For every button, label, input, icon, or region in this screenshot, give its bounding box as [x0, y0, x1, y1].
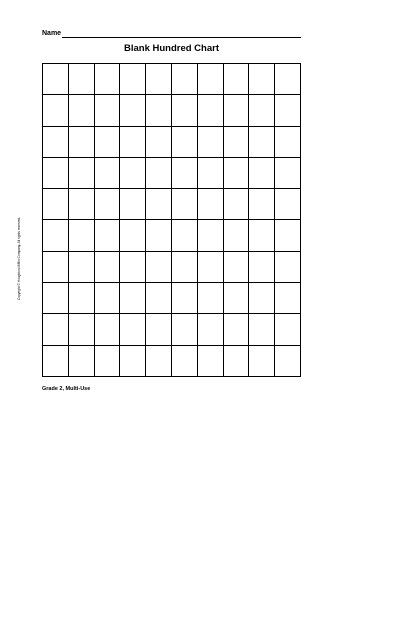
grid-cell[interactable]	[275, 283, 301, 314]
grid-cell[interactable]	[172, 158, 198, 189]
grid-cell[interactable]	[146, 283, 172, 314]
grid-cell[interactable]	[95, 158, 121, 189]
grid-cell[interactable]	[249, 127, 275, 158]
grid-cell[interactable]	[198, 252, 224, 283]
grid-cell[interactable]	[120, 314, 146, 345]
grid-cell[interactable]	[198, 314, 224, 345]
grid-cell[interactable]	[275, 189, 301, 220]
grid-cell[interactable]	[172, 127, 198, 158]
grid-cell[interactable]	[249, 158, 275, 189]
hundred-chart-grid	[42, 63, 301, 377]
grid-cell[interactable]	[69, 95, 95, 126]
grid-cell[interactable]	[224, 220, 250, 251]
grid-cell[interactable]	[69, 127, 95, 158]
grid-cell[interactable]	[198, 158, 224, 189]
grid-cell[interactable]	[69, 283, 95, 314]
grid-cell[interactable]	[43, 189, 69, 220]
grid-cell[interactable]	[172, 346, 198, 377]
grid-cell[interactable]	[198, 220, 224, 251]
grid-cell[interactable]	[249, 220, 275, 251]
grid-cell[interactable]	[95, 314, 121, 345]
grid-cell[interactable]	[249, 95, 275, 126]
grid-cell[interactable]	[95, 220, 121, 251]
grid-cell[interactable]	[43, 64, 69, 95]
grid-cell[interactable]	[275, 346, 301, 377]
grid-cell[interactable]	[95, 346, 121, 377]
grade-footer: Grade 2, Multi-Use	[42, 386, 91, 392]
grid-cell[interactable]	[249, 314, 275, 345]
grid-cell[interactable]	[198, 95, 224, 126]
grid-cell[interactable]	[224, 346, 250, 377]
name-line[interactable]	[62, 30, 301, 38]
grid-cell[interactable]	[146, 127, 172, 158]
grid-cell[interactable]	[249, 283, 275, 314]
grid-cell[interactable]	[120, 95, 146, 126]
grid-cell[interactable]	[120, 283, 146, 314]
grid-cell[interactable]	[224, 158, 250, 189]
name-field	[42, 28, 301, 38]
grid-cell[interactable]	[172, 252, 198, 283]
grid-cell[interactable]	[43, 314, 69, 345]
grid-cell[interactable]	[69, 220, 95, 251]
grid-cell[interactable]	[172, 95, 198, 126]
grid-cell[interactable]	[198, 64, 224, 95]
grid-cell[interactable]	[172, 314, 198, 345]
grid-cell[interactable]	[120, 64, 146, 95]
grid-cell[interactable]	[275, 158, 301, 189]
grid-cell[interactable]	[224, 189, 250, 220]
grid-cell[interactable]	[95, 283, 121, 314]
grid-cell[interactable]	[95, 64, 121, 95]
grid-cell[interactable]	[120, 252, 146, 283]
page-title: Blank Hundred Chart	[123, 43, 219, 54]
grid-cell[interactable]	[224, 95, 250, 126]
grid-cell[interactable]	[95, 95, 121, 126]
grid-cell[interactable]	[146, 158, 172, 189]
grid-cell[interactable]	[198, 283, 224, 314]
grid-cell[interactable]	[224, 127, 250, 158]
name-label: Name	[42, 30, 62, 37]
grid-cell[interactable]	[275, 252, 301, 283]
grid-cell[interactable]	[43, 127, 69, 158]
grid-cell[interactable]	[172, 283, 198, 314]
grid-cell[interactable]	[95, 189, 121, 220]
grid-cell[interactable]	[43, 95, 69, 126]
grid-cell[interactable]	[43, 283, 69, 314]
grid-cell[interactable]	[198, 127, 224, 158]
grid-cell[interactable]	[224, 283, 250, 314]
grid-cell[interactable]	[120, 127, 146, 158]
grid-cell[interactable]	[275, 127, 301, 158]
grid-cell[interactable]	[120, 346, 146, 377]
grid-cell[interactable]	[120, 220, 146, 251]
grid-cell[interactable]	[69, 346, 95, 377]
grid-cell[interactable]	[172, 189, 198, 220]
grid-cell[interactable]	[249, 64, 275, 95]
grid-cell[interactable]	[198, 189, 224, 220]
grid-cell[interactable]	[146, 346, 172, 377]
grid-cell[interactable]	[69, 64, 95, 95]
grid-cell[interactable]	[69, 158, 95, 189]
grid-cell[interactable]	[120, 158, 146, 189]
grid-cell[interactable]	[146, 95, 172, 126]
grid-cell[interactable]	[198, 346, 224, 377]
grid-cell[interactable]	[275, 95, 301, 126]
grid-cell[interactable]	[43, 346, 69, 377]
grid-cell[interactable]	[95, 252, 121, 283]
grid-cell[interactable]	[69, 314, 95, 345]
grid-cell[interactable]	[43, 252, 69, 283]
grid-cell[interactable]	[249, 346, 275, 377]
grid-cell[interactable]	[224, 314, 250, 345]
copyright-notice: Copyright © Houghton Mifflin Company. All rights reserved.	[17, 216, 21, 300]
grid-cell[interactable]	[146, 64, 172, 95]
grid-cell[interactable]	[95, 127, 121, 158]
grid-cell[interactable]	[224, 252, 250, 283]
grid-cell[interactable]	[43, 158, 69, 189]
grid-cell[interactable]	[43, 220, 69, 251]
grid-cell[interactable]	[69, 189, 95, 220]
grid-cell[interactable]	[146, 252, 172, 283]
grid-cell[interactable]	[146, 314, 172, 345]
grid-cell[interactable]	[275, 220, 301, 251]
grid-cell[interactable]	[249, 252, 275, 283]
grid-cell[interactable]	[146, 189, 172, 220]
grid-cell[interactable]	[224, 64, 250, 95]
grid-cell[interactable]	[120, 189, 146, 220]
grid-cell[interactable]	[275, 64, 301, 95]
grid-cell[interactable]	[249, 189, 275, 220]
grid-cell[interactable]	[172, 64, 198, 95]
grid-cell[interactable]	[172, 220, 198, 251]
grid-cell[interactable]	[69, 252, 95, 283]
grid-cell[interactable]	[146, 220, 172, 251]
grid-cell[interactable]	[275, 314, 301, 345]
